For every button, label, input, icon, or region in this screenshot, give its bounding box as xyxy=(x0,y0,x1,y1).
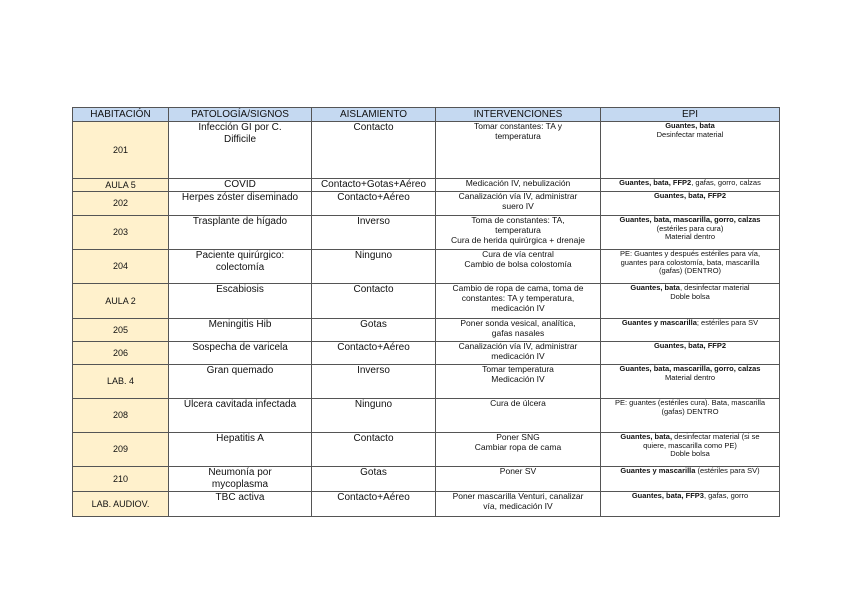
epi-line: guantes para colostomía, bata, mascarilla xyxy=(620,257,760,267)
epi-bold: Guantes y mascarilla xyxy=(620,466,696,475)
table-row xyxy=(73,250,780,284)
interventions-cell: Poner SV xyxy=(436,467,601,492)
room-cell: 201 xyxy=(73,122,169,179)
intervention-line: Poner sonda vesical, analítica, xyxy=(460,318,576,328)
epi-line: , gafas, gorro xyxy=(703,491,749,500)
intervention-line: medicación IV xyxy=(491,350,545,361)
interventions-cell xyxy=(436,216,601,250)
intervention-line: Poner SNG xyxy=(496,432,540,442)
isolation-cell: Contacto+Aéreo xyxy=(312,342,436,365)
interventions-cell xyxy=(436,342,601,365)
intervention-line: vía, medicación IV xyxy=(483,500,553,511)
pathology-cell: COVID xyxy=(169,179,312,192)
header-patologia: PATOLOGÍA/SIGNOS xyxy=(169,108,312,122)
epi-bold: Guantes, bata, FFP2 xyxy=(653,191,727,200)
intervention-line: Canalización vía IV, administrar xyxy=(458,191,578,201)
isolation-cell: Contacto+Aéreo xyxy=(312,192,436,216)
pathology-cell: Meningitis Hib xyxy=(169,319,312,342)
isolation-cell: Inverso xyxy=(312,216,436,250)
table-row xyxy=(73,192,780,216)
intervention-line: Cura de herida quirúrgica + drenaje xyxy=(451,234,585,245)
table-row xyxy=(73,122,780,179)
room-cell: AULA 5 xyxy=(73,179,169,192)
table-row xyxy=(73,365,780,399)
intervention-line: Canalización vía IV, administrar xyxy=(458,341,578,351)
epi-bold: Guantes, bata, FFP2 xyxy=(653,341,727,350)
epi-line: desinfectar material (si se xyxy=(672,432,760,441)
interventions-cell xyxy=(436,319,601,342)
intervention-line: Cambio de ropa de cama, toma de xyxy=(452,283,584,293)
table-row xyxy=(73,399,780,433)
pathology-line: Paciente quirúrgico: xyxy=(195,250,285,261)
table-row xyxy=(73,216,780,250)
epi-cell xyxy=(601,467,780,492)
table-row xyxy=(73,492,780,517)
pathology-line: Difficile xyxy=(223,133,257,145)
header-aislamiento: AISLAMIENTO xyxy=(312,108,436,122)
isolation-cell: Contacto xyxy=(312,284,436,319)
epi-line: (estériles para cura) xyxy=(656,223,724,233)
epi-cell xyxy=(601,433,780,467)
intervention-line: Cambio de bolsa colostomía xyxy=(464,258,572,269)
pathology-cell: Úlcera cavitada infectada xyxy=(169,399,312,433)
room-cell: LAB. AUDIOV. xyxy=(73,492,169,517)
epi-cell xyxy=(601,342,780,365)
epi-bold: Guantes, bata, mascarilla, gorro, calzas xyxy=(619,215,761,224)
epi-line: (gafas) DENTRO xyxy=(661,406,719,416)
intervention-line: Cambiar ropa de cama xyxy=(474,441,562,452)
intervention-line: Cura de vía central xyxy=(482,249,554,259)
room-cell: 210 xyxy=(73,467,169,492)
interventions-cell xyxy=(436,122,601,179)
table-row xyxy=(73,467,780,492)
room-cell: 205 xyxy=(73,319,169,342)
epi-cell xyxy=(601,179,780,192)
interventions-cell xyxy=(436,492,601,517)
pathology-cell xyxy=(169,467,312,492)
intervention-line: Poner mascarilla Venturi, canalizar xyxy=(452,491,584,501)
table-header-row xyxy=(73,108,780,122)
table-row xyxy=(73,319,780,342)
epi-line: Desinfectar material xyxy=(656,129,724,139)
intervention-line: Tomar constantes: TA y xyxy=(473,121,563,131)
epi-line: quiere, mascarilla como PE) xyxy=(643,440,737,450)
room-cell: 208 xyxy=(73,399,169,433)
epi-cell xyxy=(601,192,780,216)
interventions-cell xyxy=(436,250,601,284)
epi-line: PE: Guantes y después estériles para vía, xyxy=(619,249,761,258)
interventions-cell xyxy=(436,192,601,216)
epi-bold: Guantes, bata, FFP3 xyxy=(631,491,704,500)
epi-cell xyxy=(601,250,780,284)
pathology-cell: Sospecha de varicela xyxy=(169,342,312,365)
isolation-cell: Gotas xyxy=(312,319,436,342)
intervention-line: temperatura xyxy=(495,224,541,235)
epi-cell xyxy=(601,399,780,433)
epi-bold: Guantes y mascarilla xyxy=(621,318,697,327)
pathology-cell: Gran quemado xyxy=(169,365,312,399)
room-cell: 204 xyxy=(73,250,169,284)
table-row xyxy=(73,342,780,365)
isolation-cell: Ninguno xyxy=(312,399,436,433)
isolation-cell: Contacto+Gotas+Aéreo xyxy=(312,179,436,192)
header-epi: EPI xyxy=(601,108,780,122)
epi-line: , gafas, gorro, calzas xyxy=(691,178,761,187)
header-intervenciones: INTERVENCIONES xyxy=(436,108,601,122)
room-cell: LAB. 4 xyxy=(73,365,169,399)
isolation-cell: Contacto xyxy=(312,433,436,467)
interventions-cell: Cura de úlcera xyxy=(436,399,601,433)
pathology-line: Neumonía por xyxy=(208,467,272,478)
pathology-cell: Escabiosis xyxy=(169,284,312,319)
epi-bold: Guantes, bata xyxy=(630,283,680,292)
intervention-line: Toma de constantes: TA, xyxy=(471,215,565,225)
pathology-cell: Trasplante de hígado xyxy=(169,216,312,250)
epi-cell xyxy=(601,492,780,517)
epi-cell xyxy=(601,216,780,250)
intervention-line: suero IV xyxy=(502,200,534,211)
intervention-line: medicación IV xyxy=(491,302,545,313)
epi-line: Material dentro xyxy=(664,232,716,242)
pathology-line: colectomía xyxy=(215,261,265,273)
epi-line: Doble bolsa xyxy=(670,291,710,301)
isolation-cell: Inverso xyxy=(312,365,436,399)
room-cell: AULA 2 xyxy=(73,284,169,319)
epi-line: (estériles para SV) xyxy=(695,466,760,475)
pathology-cell: Herpes zóster diseminado xyxy=(169,192,312,216)
pathology-cell xyxy=(169,250,312,284)
epi-line: Doble bolsa xyxy=(670,449,710,459)
room-cell: 206 xyxy=(73,342,169,365)
intervention-line: Tomar temperatura xyxy=(482,364,554,374)
epi-line: (gafas) (DENTRO) xyxy=(658,266,722,276)
pathology-line: mycoplasma xyxy=(211,478,269,490)
epi-line: , desinfectar material xyxy=(679,283,750,292)
isolation-cell: Contacto+Aéreo xyxy=(312,492,436,517)
epi-cell xyxy=(601,319,780,342)
interventions-cell xyxy=(436,433,601,467)
isolation-table xyxy=(72,107,780,517)
epi-line: PE: guantes (estériles cura). Bata, mascarilla xyxy=(614,398,766,407)
intervention-line: constantes: TA y temperatura, xyxy=(461,292,575,303)
intervention-line: temperatura xyxy=(495,130,541,141)
intervention-line: Medicación IV xyxy=(491,373,545,384)
isolation-cell: Gotas xyxy=(312,467,436,492)
table-row xyxy=(73,179,780,192)
interventions-cell xyxy=(436,284,601,319)
pathology-cell xyxy=(169,122,312,179)
intervention-line: gafas nasales xyxy=(491,327,545,338)
epi-line: Material dentro xyxy=(664,372,716,382)
pathology-cell: TBC activa xyxy=(169,492,312,517)
isolation-cell: Contacto xyxy=(312,122,436,179)
isolation-cell: Ninguno xyxy=(312,250,436,284)
header-habitacion: HABITACIÓN xyxy=(73,108,169,122)
epi-bold: Guantes, bata xyxy=(665,121,715,130)
table-row xyxy=(73,284,780,319)
interventions-cell xyxy=(436,365,601,399)
epi-cell xyxy=(601,122,780,179)
epi-bold: Guantes, bata, mascarilla, gorro, calzas xyxy=(619,364,761,373)
epi-cell xyxy=(601,284,780,319)
pathology-line: Infección GI por C. xyxy=(198,122,282,133)
epi-cell xyxy=(601,365,780,399)
pathology-cell: Hepatitis A xyxy=(169,433,312,467)
room-cell: 203 xyxy=(73,216,169,250)
interventions-cell: Medicación IV, nebulización xyxy=(436,179,601,192)
table-row xyxy=(73,433,780,467)
epi-line: ; estériles para SV xyxy=(696,318,759,327)
room-cell: 209 xyxy=(73,433,169,467)
epi-bold: Guantes, bata, xyxy=(620,432,673,441)
epi-bold: Guantes, bata, FFP2 xyxy=(619,178,692,187)
room-cell: 202 xyxy=(73,192,169,216)
